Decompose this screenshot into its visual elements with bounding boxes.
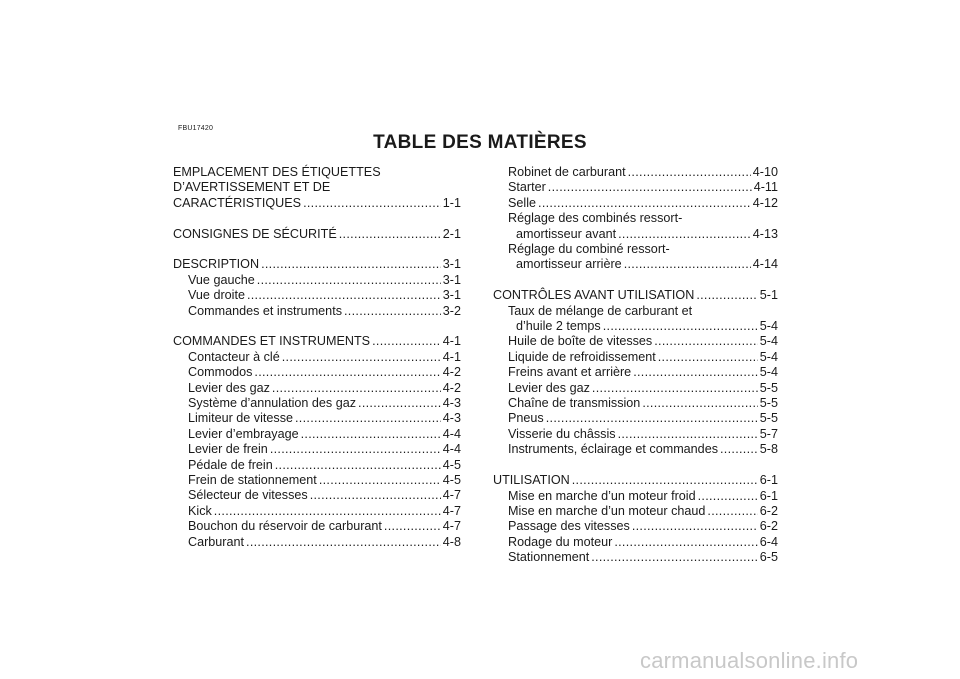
toc-page-number: 5-5 [759, 411, 778, 426]
dot-leader [295, 411, 441, 426]
toc-page-number: 6-1 [759, 488, 778, 503]
dot-leader [633, 365, 758, 380]
dot-leader [720, 442, 758, 457]
toc-entry[interactable] [173, 488, 461, 503]
toc-entry-title: Huile de boîte de vitesses [508, 334, 653, 349]
toc-entry-title-line: Réglage des combinés ressort- [508, 211, 683, 226]
toc-entry-title: Levier de frein [188, 442, 268, 457]
toc-page-number: 5-7 [759, 426, 778, 441]
toc-entry-title: Starter [508, 180, 546, 195]
toc-page-number: 4-12 [752, 195, 778, 210]
toc-entry-title: CONTRÔLES AVANT UTILISATION [493, 288, 695, 303]
toc-page-number: 6-1 [759, 473, 778, 488]
toc-page-number: 4-1 [442, 349, 461, 364]
toc-page-number: 3-2 [442, 303, 461, 318]
toc-entry[interactable] [493, 381, 778, 396]
dot-leader [628, 165, 751, 180]
dot-leader [339, 227, 441, 242]
toc-page-number: 5-4 [759, 349, 778, 364]
toc-column-left [173, 165, 461, 550]
toc-entry[interactable] [173, 165, 461, 211]
dot-leader [658, 350, 758, 365]
toc-page-number: 4-3 [442, 411, 461, 426]
toc-entry-title: Instruments, éclairage et commandes [508, 442, 718, 457]
toc-page-number: 4-7 [442, 519, 461, 534]
toc-page-number: 4-1 [442, 334, 461, 349]
toc-entry-title: Frein de stationnement [188, 473, 317, 488]
toc-page-number: 5-4 [759, 365, 778, 380]
toc-entry[interactable] [173, 257, 461, 272]
toc-entry[interactable] [493, 196, 778, 211]
toc-entry-title: Système d’annulation des gaz [188, 396, 357, 411]
toc-page-number: 4-4 [442, 426, 461, 441]
toc-entry-title: COMMANDES ET INSTRUMENTS [173, 334, 371, 349]
toc-entry-title-line: Réglage du combiné ressort- [508, 242, 670, 257]
toc-entry-title: Stationnement [508, 550, 590, 565]
dot-leader [624, 257, 751, 272]
toc-entry[interactable] [493, 165, 778, 180]
toc-entry[interactable] [493, 365, 778, 380]
toc-page-number: 5-5 [759, 396, 778, 411]
dot-leader [642, 396, 757, 411]
toc-page-number: 6-2 [759, 503, 778, 518]
toc-entry[interactable] [173, 411, 461, 426]
dot-leader [270, 442, 441, 457]
dot-leader [698, 489, 758, 504]
toc-entry-title: Limiteur de vitesse [188, 411, 293, 426]
toc-entry-title: Selle [508, 195, 537, 210]
toc-page-number: 4-5 [442, 457, 461, 472]
toc-entry-title: Robinet de carburant [508, 165, 626, 179]
dot-leader [384, 519, 441, 534]
toc-entry[interactable] [493, 535, 778, 550]
toc-entry[interactable] [173, 458, 461, 473]
toc-page-number: 3-1 [442, 257, 461, 272]
toc-entry[interactable] [173, 427, 461, 442]
dot-leader [707, 504, 757, 519]
toc-entry-title: Levier des gaz [188, 380, 270, 395]
toc-page-number: 4-2 [442, 380, 461, 395]
page-title: TABLE DES MATIÈRES [373, 132, 587, 153]
toc-entry-title: Passage des vitesses [508, 519, 630, 534]
toc-page-number: 4-3 [442, 396, 461, 411]
dot-leader [282, 350, 441, 365]
toc-entry-title: Bouchon du réservoir de carburant [188, 519, 382, 534]
toc-entry-title: Sélecteur de vitesses [188, 488, 308, 503]
dot-leader [548, 180, 752, 195]
toc-page-number: 4-11 [753, 180, 778, 195]
toc-entry[interactable] [493, 288, 778, 303]
toc-entry-title: Mise en marche d’un moteur chaud [508, 503, 706, 518]
toc-entry-title: amortisseur avant [516, 226, 617, 241]
dot-leader [546, 411, 758, 426]
toc-entry[interactable] [173, 473, 461, 488]
toc-entry-title: Pédale de frein [188, 457, 273, 472]
toc-page-number: 4-7 [442, 488, 461, 503]
toc-page-number: 6-4 [759, 534, 778, 549]
dot-leader [319, 473, 441, 488]
toc-entry[interactable] [173, 273, 461, 288]
toc-entry-title: Visserie du châssis [508, 426, 616, 441]
toc-entry-title: Carburant [188, 534, 245, 549]
dot-leader [372, 334, 441, 349]
toc-entry-title: Contacteur à clé [188, 349, 280, 364]
dot-leader [618, 227, 751, 242]
toc-entry[interactable] [493, 473, 778, 488]
toc-entry[interactable] [173, 334, 461, 349]
toc-entry-title: Vue droite [188, 288, 245, 303]
watermark-text: carmanualsonline.info [640, 648, 859, 673]
document-code: FBU17420 [178, 125, 214, 132]
toc-entry[interactable] [173, 365, 461, 380]
dot-leader [572, 473, 758, 488]
toc-entry[interactable] [173, 535, 461, 550]
dot-leader [214, 504, 441, 519]
toc-page-number: 4-8 [442, 534, 461, 549]
toc-entry[interactable] [173, 304, 461, 319]
toc-entry-title: Vue gauche [188, 272, 255, 287]
toc-page-number: 2-1 [442, 226, 461, 241]
dot-leader [301, 427, 441, 442]
toc-page-number: 4-10 [752, 165, 778, 179]
toc-page-number: 5-8 [759, 442, 778, 457]
toc-entry-title: Levier des gaz [508, 380, 590, 395]
toc-entry-title: Levier d’embrayage [188, 426, 299, 441]
toc-page-number: 4-7 [442, 503, 461, 518]
toc-entry[interactable] [173, 442, 461, 457]
toc-page-number: 5-4 [759, 319, 778, 334]
toc-entry[interactable] [493, 211, 778, 242]
toc-page-number: 4-5 [442, 473, 461, 488]
toc-entry-title: amortisseur arrière [516, 257, 622, 272]
toc-entry-title: Mise en marche d’un moteur froid [508, 488, 696, 503]
toc-entry[interactable] [493, 334, 778, 349]
toc-entry[interactable] [493, 411, 778, 426]
dot-leader [592, 381, 758, 396]
dot-leader [603, 319, 758, 334]
toc-page-number: 6-5 [759, 550, 778, 565]
toc-entry[interactable] [493, 504, 778, 519]
toc-entry[interactable] [493, 442, 778, 457]
toc-page-number: 3-1 [442, 272, 461, 287]
dot-leader [247, 288, 441, 303]
toc-page-number: 5-4 [759, 334, 778, 349]
dot-leader [261, 257, 441, 272]
dot-leader [272, 381, 441, 396]
toc-entry[interactable] [173, 288, 461, 303]
toc-page-number: 4-2 [442, 365, 461, 380]
dot-leader [246, 535, 441, 550]
toc-entry[interactable] [173, 504, 461, 519]
toc-entry-title: Kick [188, 503, 212, 518]
toc-entry-title-line: Taux de mélange de carburant et [508, 303, 693, 318]
toc-entry-title: Rodage du moteur [508, 534, 613, 549]
toc-entry-title: Liquide de refroidissement [508, 349, 656, 364]
toc-entry-title: CONSIGNES DE SÉCURITÉ [173, 226, 337, 241]
toc-entry[interactable] [493, 180, 778, 195]
dot-leader [310, 488, 441, 503]
toc-entry-title: Pneus [508, 411, 544, 426]
toc-entry[interactable] [173, 381, 461, 396]
toc-page-number: 3-1 [442, 288, 461, 303]
toc-page-number: 5-1 [759, 288, 778, 303]
toc-entry-title-line: EMPLACEMENT DES ÉTIQUETTES [173, 165, 381, 179]
toc-entry[interactable] [493, 242, 778, 273]
dot-leader [344, 304, 441, 319]
toc-entry[interactable] [493, 350, 778, 365]
toc-entry-title: Chaîne de transmission [508, 396, 641, 411]
toc-entry-title: Commandes et instruments [188, 303, 342, 318]
toc-entry-title: CARACTÉRISTIQUES [173, 195, 302, 210]
toc-page-number: 4-14 [752, 257, 778, 272]
toc-entry[interactable] [493, 427, 778, 442]
dot-leader [257, 273, 441, 288]
dot-leader [303, 196, 441, 211]
dot-leader [654, 334, 758, 349]
toc-page-number: 1-1 [442, 195, 461, 210]
toc-entry-title: Freins avant et arrière [508, 365, 632, 380]
toc-entry-title-line: D’AVERTISSEMENT ET DE [173, 180, 331, 195]
toc-page-number: 6-2 [759, 519, 778, 534]
dot-leader [358, 396, 441, 411]
toc-page-number: 5-5 [759, 380, 778, 395]
toc-column-right [493, 165, 778, 566]
toc-entry[interactable] [493, 304, 778, 335]
dot-leader [614, 535, 757, 550]
dot-leader [591, 550, 758, 565]
toc-entry[interactable] [173, 350, 461, 365]
toc-entry[interactable] [173, 227, 461, 242]
toc-entry[interactable] [493, 550, 778, 565]
dot-leader [618, 427, 758, 442]
toc-entry[interactable] [493, 489, 778, 504]
dot-leader [538, 196, 751, 211]
toc-entry-title: DESCRIPTION [173, 257, 260, 272]
toc-entry-title: Commodos [188, 365, 253, 380]
toc-page-number: 4-4 [442, 442, 461, 457]
toc-entry[interactable] [493, 396, 778, 411]
toc-entry[interactable] [493, 519, 778, 534]
toc-entry[interactable] [173, 396, 461, 411]
toc-entry-title: UTILISATION [493, 473, 570, 488]
toc-entry[interactable] [173, 519, 461, 534]
dot-leader [254, 365, 440, 380]
dot-leader [696, 288, 757, 303]
toc-entry-title: d’huile 2 temps [516, 319, 601, 334]
toc-page-number: 4-13 [752, 226, 778, 241]
dot-leader [632, 519, 758, 534]
dot-leader [275, 458, 441, 473]
